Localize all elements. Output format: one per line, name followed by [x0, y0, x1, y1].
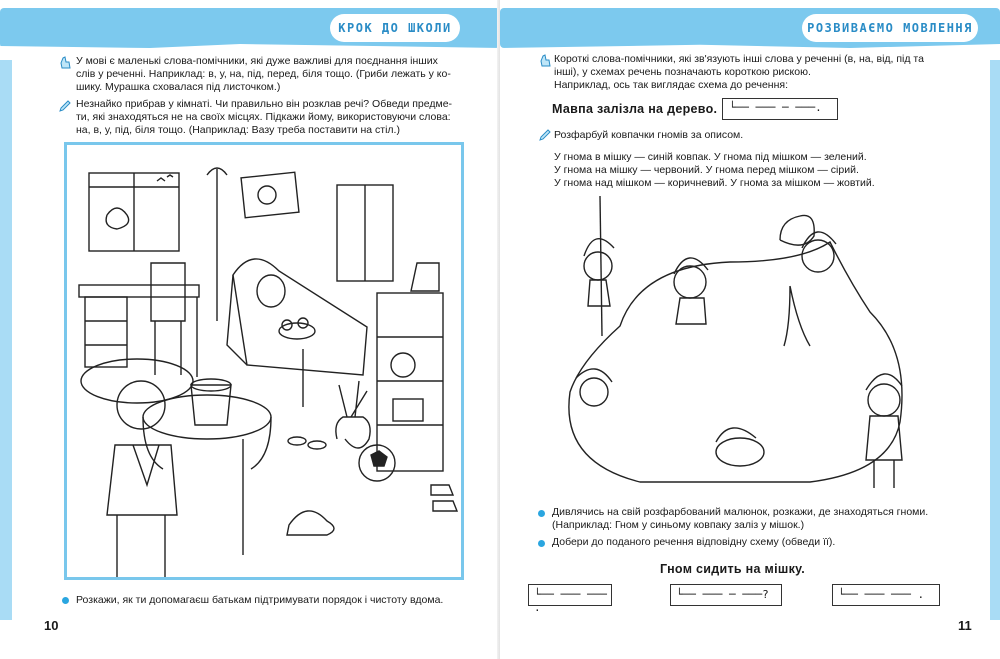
- color-task: Розфарбуй ковпачки гномів за описом.: [554, 129, 744, 141]
- example-schema: └── ─── ─ ───.: [722, 98, 838, 120]
- schema-option-1[interactable]: └── ─── ─── .: [528, 584, 612, 606]
- left-header: КРОК ДО ШКОЛИ: [330, 14, 460, 42]
- right-header: РОЗВИВАЄМО МОВЛЕННЯ: [802, 14, 978, 42]
- bullet-dot: [538, 540, 545, 547]
- schema-option-3[interactable]: └── ─── ─── .: [832, 584, 940, 606]
- left-task: Незнайко прибрав у кімнаті. Чи правильно він розклав речі? Обведи предме- ти, які знаходяться не на своїх місцях. Підкажи йому, використовуючи слова: на, в, у, під, біля тощо. (Наприклад: Вазу треба поставити на стіл.): [76, 98, 453, 136]
- left-bottom-task: Розкажи, як ти допомагаєш батькам підтримувати порядок і чистоту вдома.: [76, 594, 444, 606]
- pencil-icon: [538, 128, 552, 142]
- room-illustration: [64, 142, 464, 580]
- task-sentence: Гном сидить на мішку.: [660, 562, 806, 576]
- gnome-descriptions: У гнома в мішку — синій ковпак. У гнома під мішком — зелений. У гнома на мішку — червоний. У гнома перед мішком — сірий. У гнома над мішком — коричневий. У гнома за мішком — жовтий.: [554, 151, 875, 189]
- bullet-two: Добери до поданого речення відповідну схему (обведи її).: [552, 536, 836, 548]
- page-number-left: 10: [44, 618, 59, 633]
- messy-room-drawing: [67, 145, 461, 577]
- gnomes-and-sack-illustration: [540, 196, 970, 492]
- right-intro: Короткі слова-помічники, які зв'язують інші слова у реченні (в, на, від, під та інші), у схемах речень позначають короткою рискою. Наприклад, ось так виглядає схема до речення:: [554, 53, 924, 91]
- finger-point-icon: [538, 54, 552, 68]
- right-edge-strip: [990, 60, 1000, 620]
- schema-option-2[interactable]: └── ─── ─ ───?: [670, 584, 782, 606]
- finger-point-icon: [58, 56, 72, 70]
- bullet-dot: [62, 597, 69, 604]
- left-edge-strip: [0, 60, 12, 620]
- right-page: [500, 0, 1000, 659]
- example-sentence: Мавпа залізла на дерево.: [552, 102, 718, 116]
- bullet-dot: [538, 510, 545, 517]
- page-number-right: 11: [958, 618, 972, 633]
- bullet-one: Дивлячись на свій розфарбований малюнок, розкажи, де знаходяться гноми. (Наприклад: Гном у синьому ковпаку заліз у мішок.): [552, 506, 929, 531]
- pencil-icon: [58, 99, 72, 113]
- left-intro: У мові є маленькі слова-помічники, які дуже важливі для поєднання інших слів у реченні. Наприклад: в, у, на, під, перед, біля тощо. (Гриби лежать у ко- шику. Мурашка сховалася під листочком.): [76, 55, 451, 93]
